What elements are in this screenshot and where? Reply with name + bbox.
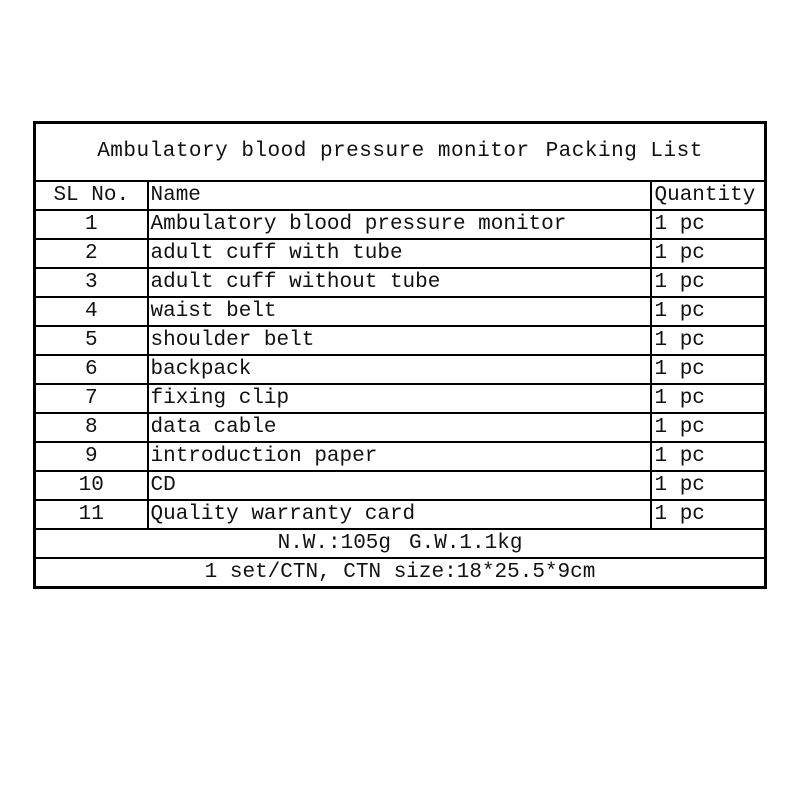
cell-qty: 1 pc	[651, 239, 766, 268]
cell-sl: 8	[35, 413, 148, 442]
cell-name: fixing clip	[148, 384, 651, 413]
table-row	[35, 268, 766, 297]
title-product: Ambulatory blood pressure monitor	[97, 140, 530, 163]
carton-row	[35, 558, 766, 588]
packing-list-table	[33, 121, 767, 589]
table-row	[35, 239, 766, 268]
cell-sl: 7	[35, 384, 148, 413]
cell-name: Quality warranty card	[148, 500, 651, 529]
cell-sl: 9	[35, 442, 148, 471]
cell-sl: 4	[35, 297, 148, 326]
cell-name: shoulder belt	[148, 326, 651, 355]
cell-name: Ambulatory blood pressure monitor	[148, 210, 651, 239]
table-row	[35, 355, 766, 384]
gross-weight: G.W.1.1kg	[409, 531, 523, 555]
table-row	[35, 210, 766, 239]
cell-qty: 1 pc	[651, 442, 766, 471]
cell-sl: 3	[35, 268, 148, 297]
weight-info	[35, 529, 766, 558]
cell-qty: 1 pc	[651, 297, 766, 326]
header-quantity: Quantity	[651, 181, 766, 210]
cell-name: adult cuff with tube	[148, 239, 651, 268]
cell-qty: 1 pc	[651, 210, 766, 239]
cell-sl: 2	[35, 239, 148, 268]
cell-sl: 1	[35, 210, 148, 239]
weight-row	[35, 529, 766, 558]
cell-sl: 10	[35, 471, 148, 500]
cell-name: backpack	[148, 355, 651, 384]
header-name: Name	[148, 181, 651, 210]
cell-qty: 1 pc	[651, 355, 766, 384]
table-row	[35, 297, 766, 326]
cell-name: introduction paper	[148, 442, 651, 471]
cell-name: CD	[148, 471, 651, 500]
cell-name: data cable	[148, 413, 651, 442]
cell-qty: 1 pc	[651, 326, 766, 355]
cell-qty: 1 pc	[651, 384, 766, 413]
cell-sl: 6	[35, 355, 148, 384]
cell-qty: 1 pc	[651, 471, 766, 500]
cell-name: waist belt	[148, 297, 651, 326]
cell-qty: 1 pc	[651, 413, 766, 442]
cell-qty: 1 pc	[651, 268, 766, 297]
title-label: Packing List	[545, 140, 703, 163]
header-row	[35, 181, 766, 210]
table-title	[35, 123, 766, 182]
net-weight: N.W.:105g	[277, 531, 392, 555]
table-row	[35, 384, 766, 413]
cell-name: adult cuff without tube	[148, 268, 651, 297]
cell-sl: 5	[35, 326, 148, 355]
table-row	[35, 500, 766, 529]
cell-qty: 1 pc	[651, 500, 766, 529]
header-sl-no: SL No.	[35, 181, 148, 210]
table-row	[35, 471, 766, 500]
title-row	[35, 123, 766, 182]
table-row	[35, 413, 766, 442]
table-row	[35, 326, 766, 355]
cell-sl: 11	[35, 500, 148, 529]
table-row	[35, 442, 766, 471]
carton-info: 1 set/CTN, CTN size:18*25.5*9cm	[35, 558, 766, 588]
